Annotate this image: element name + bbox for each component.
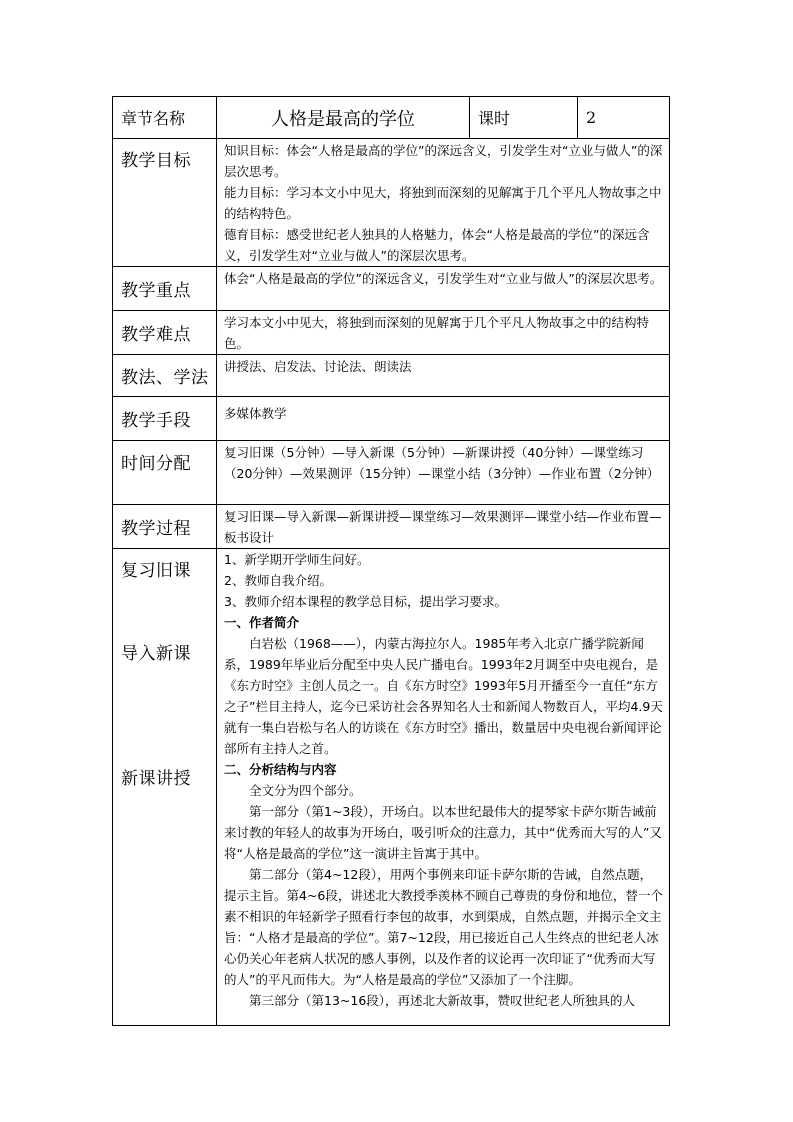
process-label: 教学过程 — [113, 505, 217, 549]
key-row — [113, 267, 670, 311]
list-item: 3、教师介绍本课程的教学总目标，提出学习要求。 — [224, 594, 507, 609]
time-label: 时间分配 — [113, 441, 217, 505]
time-row — [113, 441, 670, 505]
process-row — [113, 505, 670, 549]
list-item: 2、教师自我介绍。 — [224, 573, 332, 588]
hours-value: 2 — [578, 97, 670, 139]
ability-goal: 能力目标：学习本文小中见大，将独到而深刻的见解寓于几个平凡人物故事之中的结构特色。 — [224, 185, 662, 221]
hours-label: 课时 — [470, 97, 578, 139]
methods-content: 讲授法、启发法、讨论法、朗读法 — [217, 355, 670, 397]
difficulty-row — [113, 311, 670, 355]
author-bio: 白岩松（1968——），内蒙古海拉尔人。1985年考入北京广播学院新闻系，1989年毕业后分配至中央人民广播电台。1993年2月调至中央电视台，是《东方时空》主创人员之一。自《东方时空》1993年5月开播至今一直任“东方之子”栏目主持人，迄今已采访社会各界知名人士和新闻人物数百人，平均4.9天就有一集白岩松与名人的访谈在《东方时空》播出，数量居中央电视台新闻评论部所有主持人之首。 — [224, 636, 663, 756]
difficulty-label: 教学难点 — [113, 311, 217, 355]
goals-label: 教学目标 — [113, 139, 217, 267]
knowledge-goal: 知识目标：体会“人格是最高的学位”的深远含义，引发学生对“立业与做人”的深层次思考。 — [224, 143, 663, 179]
time-content: 复习旧课（5分钟）—导入新课（5分钟）—新课讲授（40分钟）—课堂练习（20分钟）—效果测评（15分钟）—课堂小结（3分钟）—作业布置（2分钟） — [217, 441, 670, 505]
goals-row — [113, 139, 670, 267]
lesson-plan-table — [112, 96, 670, 1026]
process-content: 复习旧课—导入新课—新课讲授—课堂练习—效果测评—课堂小结—作业布置—板书设计 — [217, 505, 670, 549]
chapter-title: 人格是最高的学位 — [217, 97, 470, 139]
methods-row — [113, 355, 670, 397]
goals-content — [217, 139, 670, 267]
intro-label: 导入新课 — [121, 644, 191, 664]
structure-paragraph: 第二部分（第4~12段），用两个事例来印证卡萨尔斯的告诫，自然点题，提示主旨。第4~6段，讲述北大教授季羡林不顾自己尊贵的身份和地位，替一个素不相识的年轻新学子照看行李包的故事，水到渠成，自然点题，并揭示全文主旨：“人格才是最高的学位”。第7~12段，用已接近自己人生终点的世纪老人冰心仍关心年老病人状况的感人事例，以及作者的议论再一次印证了“优秀而大写的人”的平凡而伟大。为“人格是最高的学位”又添加了一个注脚。 — [224, 867, 663, 987]
body-labels — [113, 549, 217, 1026]
moral-goal: 德育目标：感受世纪老人独具的人格魅力，体会“人格是最高的学位”的深远含义，引发学生对“立业与做人”的深层次思考。 — [224, 227, 650, 263]
body-row — [113, 549, 670, 1026]
structure-paragraph: 全文分为四个部分。 — [249, 783, 362, 798]
header-row — [113, 97, 670, 139]
difficulty-content: 学习本文小中见大，将独到而深刻的见解寓于几个平凡人物故事之中的结构特色。 — [217, 311, 670, 355]
review-label: 复习旧课 — [121, 561, 191, 581]
structure-paragraph: 第三部分（第13~16段），再述北大新故事，赞叹世纪老人所独具的人 — [249, 993, 636, 1008]
key-label: 教学重点 — [113, 267, 217, 311]
body-content — [217, 549, 670, 1026]
key-content: 体会“人格是最高的学位”的深远含义，引发学生对“立业与做人”的深层次思考。 — [217, 267, 670, 311]
list-item: 1、新学期开学师生问好。 — [224, 552, 370, 567]
means-content: 多媒体教学 — [217, 397, 670, 441]
methods-label: 教法、学法 — [113, 355, 217, 397]
author-heading: 一、作者简介 — [224, 615, 300, 630]
means-label: 教学手段 — [113, 397, 217, 441]
means-row — [113, 397, 670, 441]
lecture-label: 新课讲授 — [121, 769, 191, 789]
structure-heading: 二、分析结构与内容 — [224, 762, 337, 777]
structure-paragraph: 第一部分（第1~3段），开场白。以本世纪最伟大的提琴家卡萨尔斯告诫前来讨教的年轻人的故事为开场白，吸引听众的注意力，其中“优秀而大写的人”又将“人格是最高的学位”这一演讲主旨寓于其中。 — [224, 804, 662, 861]
chapter-label: 章节名称 — [113, 97, 217, 139]
